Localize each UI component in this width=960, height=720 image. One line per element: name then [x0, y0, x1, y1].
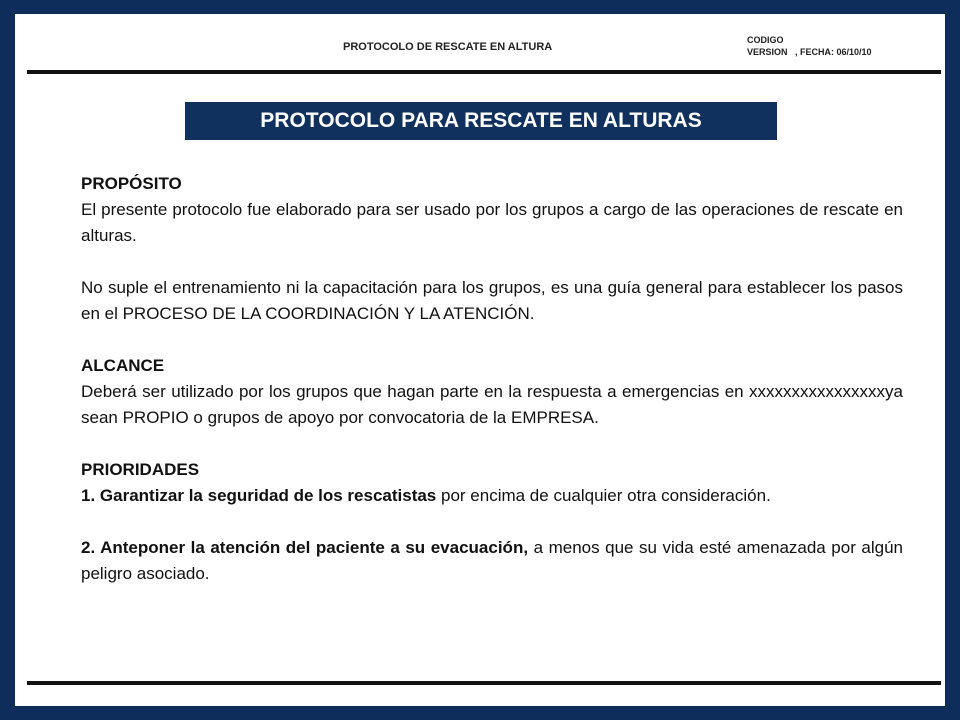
- section-heading-alcance: ALCANCE: [81, 356, 165, 375]
- codigo-label: CODIGO: [747, 35, 784, 45]
- priority-item-1-rest: por encima de cualquier otra consideración.: [436, 486, 771, 505]
- proposito-paragraph-1: El presente protocolo fue elaborado para ser usado por los grupos a cargo de las operaciones de rescate en alturas.: [81, 200, 903, 245]
- document-page: [15, 14, 945, 706]
- priority-item-2-bold: 2. Anteponer la atención del paciente a su evacuación,: [81, 538, 529, 557]
- spacer: [81, 509, 903, 535]
- version-date-line: VERSION , FECHA: 06/10/10: [747, 47, 872, 57]
- banner-title: PROTOCOLO PARA RESCATE EN ALTURAS: [260, 109, 702, 132]
- priority-item-1: [81, 483, 903, 509]
- alcance-paragraph: Deberá ser utilizado por los grupos que hagan parte en la respuesta a emergencias en xxxxxxxxxxxxxxxxya sean PROPIO o grupos de apoyo por convocatoria de la EMPRESA.: [81, 382, 903, 427]
- section-heading-prioridades: PRIORIDADES: [81, 460, 200, 479]
- proposito-paragraph-2: No suple el entrenamiento ni la capacitación para los grupos, es una guía general para establecer los pasos en el PROCESO DE LA COORDINACIÓN Y LA ATENCIÓN.: [81, 278, 903, 323]
- header-divider: [27, 70, 941, 74]
- title-banner: [185, 102, 777, 140]
- header-meta: [747, 34, 872, 58]
- spacer: [81, 249, 903, 275]
- priority-item-2-rest: a menos que su vida esté amenazada por algún peligro asociado.: [81, 538, 903, 583]
- spacer: [81, 327, 903, 353]
- priority-item-1-bold: 1. Garantizar la seguridad de los rescatistas: [81, 486, 437, 505]
- spacer: [81, 431, 903, 457]
- body-content: [81, 171, 903, 587]
- footer-divider: [27, 681, 941, 685]
- priority-item-2: [81, 535, 903, 587]
- header-doc-title: PROTOCOLO DE RESCATE EN ALTURA: [343, 41, 553, 53]
- section-heading-proposito: PROPÓSITO: [81, 174, 182, 193]
